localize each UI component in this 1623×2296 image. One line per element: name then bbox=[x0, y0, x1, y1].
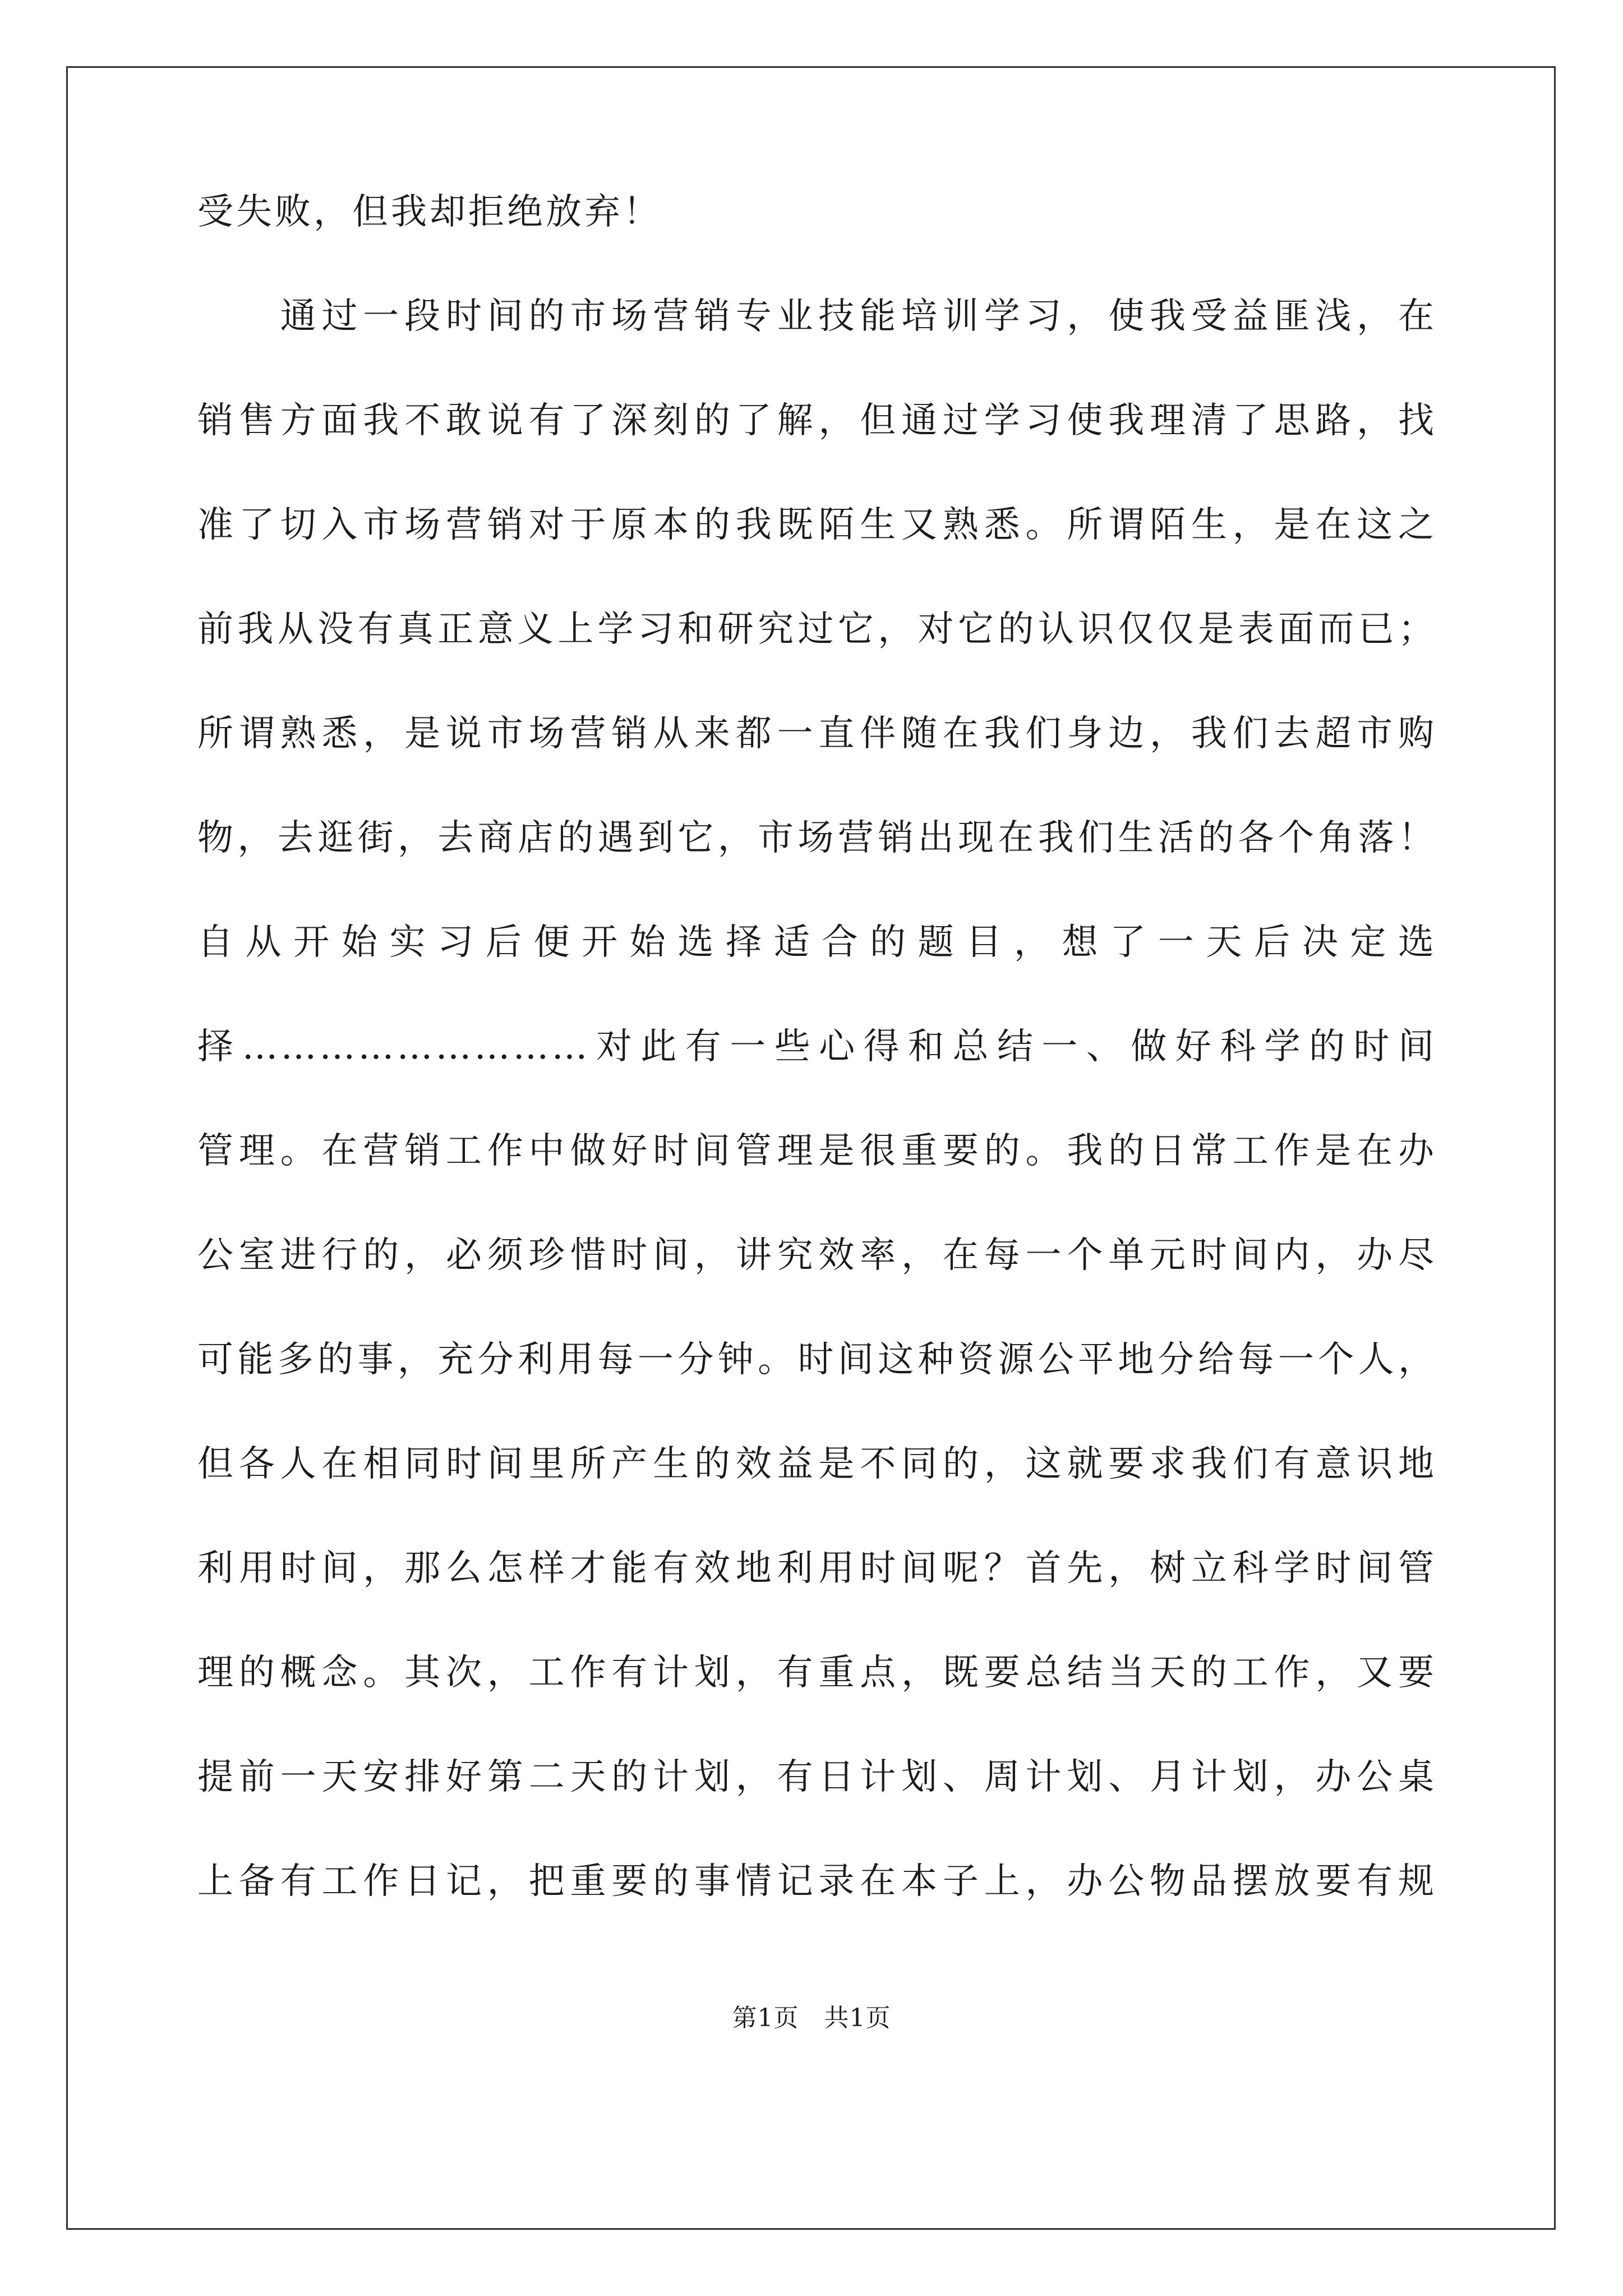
text-line: 通过一段时间的市场营销专业技能培训学习，使我受益匪浅，在 bbox=[197, 296, 1437, 337]
text-line: 上备有工作日记，把重要的事情记录在本子上，办公物品摆放要有规 bbox=[197, 1861, 1437, 1902]
text-line: 可能多的事，充分利用每一分钟。时间这种资源公平地分给每一个人， bbox=[197, 1339, 1437, 1381]
text-line: 物，去逛街，去商店的遇到它，市场营销出现在我们生活的各个角落！ bbox=[197, 817, 1437, 859]
text-line: 前我从没有真正意义上学习和研究过它，对它的认识仅仅是表面而已； bbox=[197, 609, 1437, 650]
text-line: 理的概念。其次，工作有计划，有重点，既要总结当天的工作，又要 bbox=[197, 1652, 1437, 1694]
page-number-footer: 第1页 共1页 bbox=[732, 2004, 891, 2032]
text-line: 销售方面我不敢说有了深刻的了解，但通过学习使我理清了思路，找 bbox=[197, 400, 1437, 441]
text-line: 受失败，但我却拒绝放弃！ bbox=[197, 191, 662, 233]
text-line: 准了切入市场营销对于原本的我既陌生又熟悉。所谓陌生，是在这之 bbox=[197, 504, 1437, 546]
text-line: 公室进行的，必须珍惜时间，讲究效率，在每一个单元时间内，办尽 bbox=[197, 1235, 1437, 1276]
text-line: 提前一天安排好第二天的计划，有日计划、周计划、月计划，办公桌 bbox=[197, 1756, 1437, 1798]
text-line: 自从开始实习后便开始选择适合的题目，想了一天后决定选 bbox=[197, 922, 1437, 963]
text-line: 所谓熟悉，是说市场营销从来都一直伴随在我们身边，我们去超市购 bbox=[197, 713, 1437, 754]
text-line: 择………………………对此有一些心得和总结一、做好科学的时间 bbox=[197, 1026, 1437, 1068]
text-line: 但各人在相同时间里所产生的效益是不同的，这就要求我们有意识地 bbox=[197, 1443, 1437, 1485]
text-line: 利用时间，那么怎样才能有效地利用时间呢？首先，树立科学时间管 bbox=[197, 1548, 1437, 1589]
text-line: 管理。在营销工作中做好时间管理是很重要的。我的日常工作是在办 bbox=[197, 1130, 1437, 1172]
